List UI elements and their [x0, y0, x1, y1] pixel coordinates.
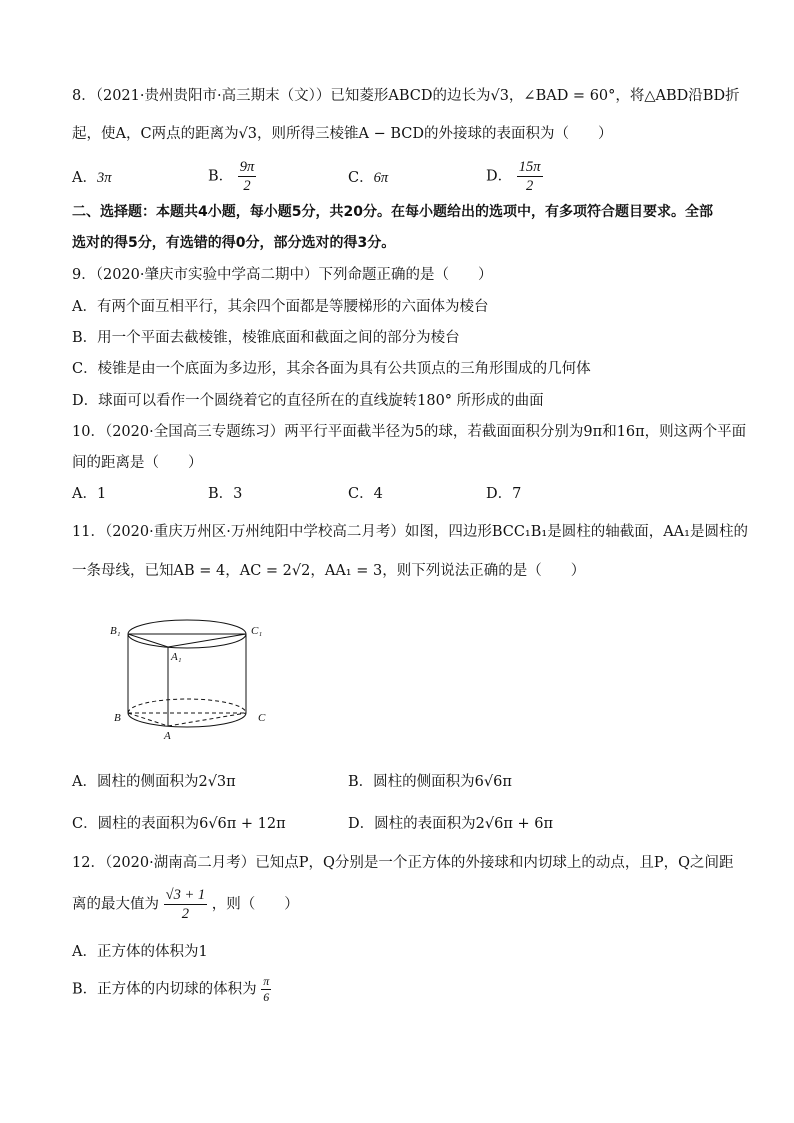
q9-option-d: D．球面可以看作一个圆绕着它的直径所在的直线旋转180° 所形成的曲面	[72, 393, 544, 409]
q8-option-b-label: B．	[208, 168, 234, 185]
cylinder-bottom-back	[128, 699, 246, 713]
base-a-c	[168, 713, 246, 726]
q8-option-d-den: 2	[526, 178, 534, 194]
q8-line2: 起，使A，C两点的距离为√3，则所得三棱锥A − BCD的外接球的表面积为（ ）	[72, 126, 613, 142]
q8-option-c-value: 6π	[373, 170, 389, 186]
q12-option-b-den: 6	[263, 990, 270, 1004]
q12-line2	[72, 886, 299, 923]
q8-option-b	[208, 158, 256, 195]
q11-option-a: A．圆柱的侧面积为2√3π	[72, 774, 236, 790]
q11-option-d: D．圆柱的表面积为2√6π + 6π	[348, 816, 553, 832]
q10-option-c: C．4	[348, 486, 383, 502]
q8-option-b-fraction	[238, 158, 257, 195]
q8-option-d-fraction	[517, 158, 543, 195]
q12-line2-post: ，则（ ）	[211, 896, 299, 913]
cylinder-figure	[100, 612, 280, 742]
q10-line1: 10．（2020·全国高三专题练习）两平行平面截半径为5的球，若截面面积分别为9π和16π，则这两个平面	[72, 424, 747, 440]
q9-stem: 9．（2020·肇庆市实验中学高二期中）下列命题正确的是（ ）	[72, 267, 493, 283]
q9-option-a: A．有两个面互相平行，其余四个面都是等腰梯形的六面体为棱台	[72, 299, 489, 315]
q12-fraction-num: √3 + 1	[165, 887, 206, 903]
q12-option-a: A．正方体的体积为1	[72, 944, 208, 960]
q12-line1: 12．（2020·湖南高二月考）已知点P，Q分别是一个正方体的外接球和内切球上的动点，且P，Q之间距	[72, 855, 734, 871]
section2-line2: 选对的得5分，有选错的得0分，部分选对的得3分。	[72, 235, 396, 251]
q12-fraction	[164, 886, 208, 923]
cylinder-bottom-front	[128, 713, 246, 727]
q10-option-d: D．7	[486, 486, 522, 502]
q8-line1: 8．（2021·贵州贵阳市·高三期末（文））已知菱形ABCD的边长为√3，∠BAD = 60°，将△ABD沿BD折	[72, 88, 740, 104]
q8-option-a-value: 3π	[96, 170, 112, 186]
label-b1: B₁	[110, 625, 121, 637]
q8-option-a	[72, 168, 112, 188]
q8-option-d-num: 15π	[518, 159, 541, 175]
q11-line2: 一条母线，已知AB = 4，AC = 2√2，AA₁ = 3，则下列说法正确的是（ ）	[72, 563, 586, 579]
section2-line1: 二、选择题：本题共4小题，每小题5分，共20分。在每小题给出的选项中，有多项符合题目要求。全部	[72, 204, 713, 220]
q8-option-d-label: D．	[486, 168, 513, 185]
q9-option-b: B．用一个平面去截棱锥，棱锥底面和截面之间的部分为棱台	[72, 330, 460, 346]
q8-option-d	[486, 158, 543, 195]
label-c1: C₁	[251, 625, 263, 637]
q8-option-b-den: 2	[243, 178, 251, 194]
q12-line2-pre: 离的最大值为	[72, 896, 159, 913]
label-a: A	[164, 730, 171, 742]
q8-option-c	[348, 168, 388, 188]
q11-option-c: C．圆柱的表面积为6√6π + 12π	[72, 816, 286, 832]
edge-a1-c1	[168, 634, 246, 647]
q12-option-b	[72, 974, 271, 1005]
q12-option-b-num: π	[263, 974, 270, 988]
q12-option-b-fraction	[261, 974, 271, 1005]
q9-option-c: C．棱锥是由一个底面为多边形，其余各面为具有公共顶点的三角形围成的几何体	[72, 361, 591, 377]
q10-option-a: A．1	[72, 486, 107, 502]
q11-option-b: B．圆柱的侧面积为6√6π	[348, 774, 512, 790]
q8-option-b-num: 9π	[239, 159, 255, 175]
q10-line2: 间的距离是（ ）	[72, 455, 203, 471]
q11-line1: 11．（2020·重庆万州区·万州纯阳中学校高二月考）如图，四边形BCC₁B₁是圆柱的轴截面，AA₁是圆柱的	[72, 524, 748, 540]
label-b: B	[114, 712, 121, 724]
label-a1: A₁	[171, 651, 182, 663]
q12-fraction-den: 2	[181, 906, 189, 922]
label-c: C	[258, 712, 266, 724]
q8-option-c-label: C．	[348, 170, 374, 186]
q12-option-b-pre: B．正方体的内切球的体积为	[72, 981, 257, 998]
q10-option-b: B．3	[208, 486, 243, 502]
q8-option-a-label: A．	[72, 170, 97, 186]
